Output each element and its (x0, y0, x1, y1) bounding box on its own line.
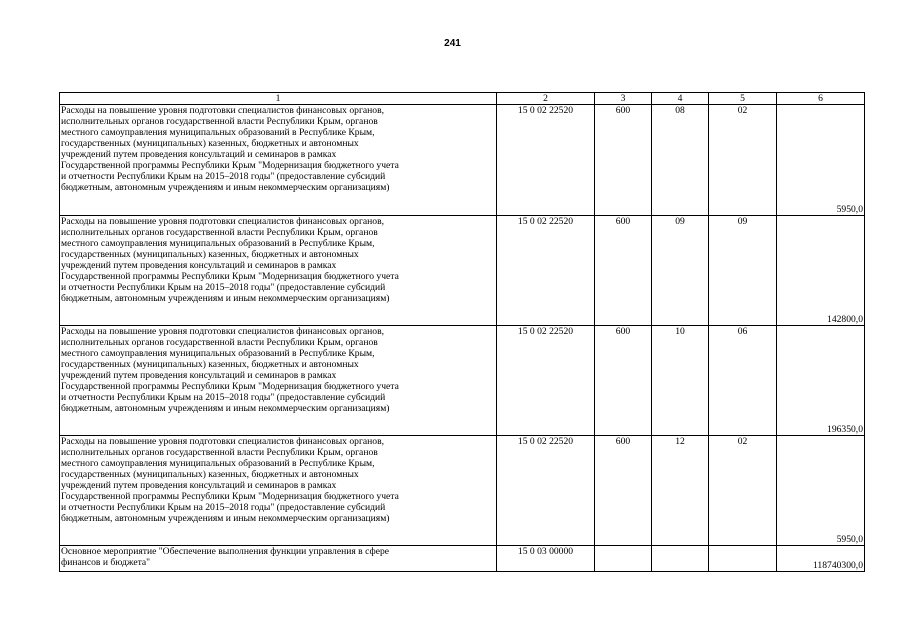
row-name: Расходы на повышение уровня подготовки специалистов финансовых органов, исполнительных органов государственной власти Республики Крым, органов местного самоуправления муниципальных образований в Республике Крым, государственных (муниципальных) казенных, бюджетных и автономных учреждений путем проведения консультаций и семинаров в рамках Государственной программы Республики Крым "Модернизация бюджетного учета и отчетности Республики Крым на 2015–2018 годы" (предоставление субсидий бюджетным, автономным учреждениям и иным некоммерческим организациям) (60, 436, 497, 546)
row-amount: 196350,0 (777, 326, 865, 436)
row-amount: 5950,0 (777, 105, 865, 216)
row-section (652, 546, 709, 572)
table-row (60, 326, 865, 436)
row-section: 12 (652, 436, 709, 546)
row-section: 10 (652, 326, 709, 436)
row-target-code: 15 0 03 00000 (497, 546, 595, 572)
budget-table (59, 92, 865, 572)
row-target-code: 15 0 02 22520 (497, 326, 595, 436)
row-subsection: 02 (709, 105, 777, 216)
table-row (60, 105, 865, 216)
row-name: Расходы на повышение уровня подготовки специалистов финансовых органов, исполнительных органов государственной власти Республики Крым, органов местного самоуправления муниципальных образований в Республике Крым, государственных (муниципальных) казенных, бюджетных и автономных учреждений путем проведения консультаций и семинаров в рамках Государственной программы Республики Крым "Модернизация бюджетного учета и отчетности Республики Крым на 2015–2018 годы" (предоставление субсидий бюджетным, автономным учреждениям и иным некоммерческим организациям) (60, 216, 497, 326)
row-target-code: 15 0 02 22520 (497, 436, 595, 546)
page-number: 241 (444, 38, 461, 49)
row-target-code: 15 0 02 22520 (497, 216, 595, 326)
column-header-4: 4 (652, 93, 709, 105)
table-row (60, 546, 865, 572)
row-amount: 142800,0 (777, 216, 865, 326)
row-subsection: 06 (709, 326, 777, 436)
row-amount: 5950,0 (777, 436, 865, 546)
column-header-6: 6 (777, 93, 865, 105)
row-subsection: 02 (709, 436, 777, 546)
row-subsection: 09 (709, 216, 777, 326)
row-name: Расходы на повышение уровня подготовки специалистов финансовых органов, исполнительных органов государственной власти Республики Крым, органов местного самоуправления муниципальных образований в Республике Крым, государственных (муниципальных) казенных, бюджетных и автономных учреждений путем проведения консультаций и семинаров в рамках Государственной программы Республики Крым "Модернизация бюджетного учета и отчетности Республики Крым на 2015–2018 годы" (предоставление субсидий бюджетным, автономным учреждениям и иным некоммерческим организациям) (60, 326, 497, 436)
table-row (60, 216, 865, 326)
row-name: Основное мероприятие "Обеспечение выполнения функции управления в сфере финансов и бюджета" (60, 546, 497, 572)
row-name: Расходы на повышение уровня подготовки специалистов финансовых органов, исполнительных органов государственной власти Республики Крым, органов местного самоуправления муниципальных образований в Республике Крым, государственных (муниципальных) казенных, бюджетных и автономных учреждений путем проведения консультаций и семинаров в рамках Государственной программы Республики Крым "Модернизация бюджетного учета и отчетности Республики Крым на 2015–2018 годы" (предоставление субсидий бюджетным, автономным учреждениям и иным некоммерческим организациям) (60, 105, 497, 216)
row-subsection (709, 546, 777, 572)
column-header-5: 5 (709, 93, 777, 105)
table-header-row (60, 93, 865, 105)
row-expense-type (595, 546, 652, 572)
row-target-code: 15 0 02 22520 (497, 105, 595, 216)
row-expense-type: 600 (595, 326, 652, 436)
row-amount: 118740300,0 (777, 546, 865, 572)
row-section: 08 (652, 105, 709, 216)
column-header-1: 1 (60, 93, 497, 105)
table-row (60, 436, 865, 546)
row-expense-type: 600 (595, 216, 652, 326)
row-expense-type: 600 (595, 105, 652, 216)
row-expense-type: 600 (595, 436, 652, 546)
row-section: 09 (652, 216, 709, 326)
column-header-2: 2 (497, 93, 595, 105)
column-header-3: 3 (595, 93, 652, 105)
